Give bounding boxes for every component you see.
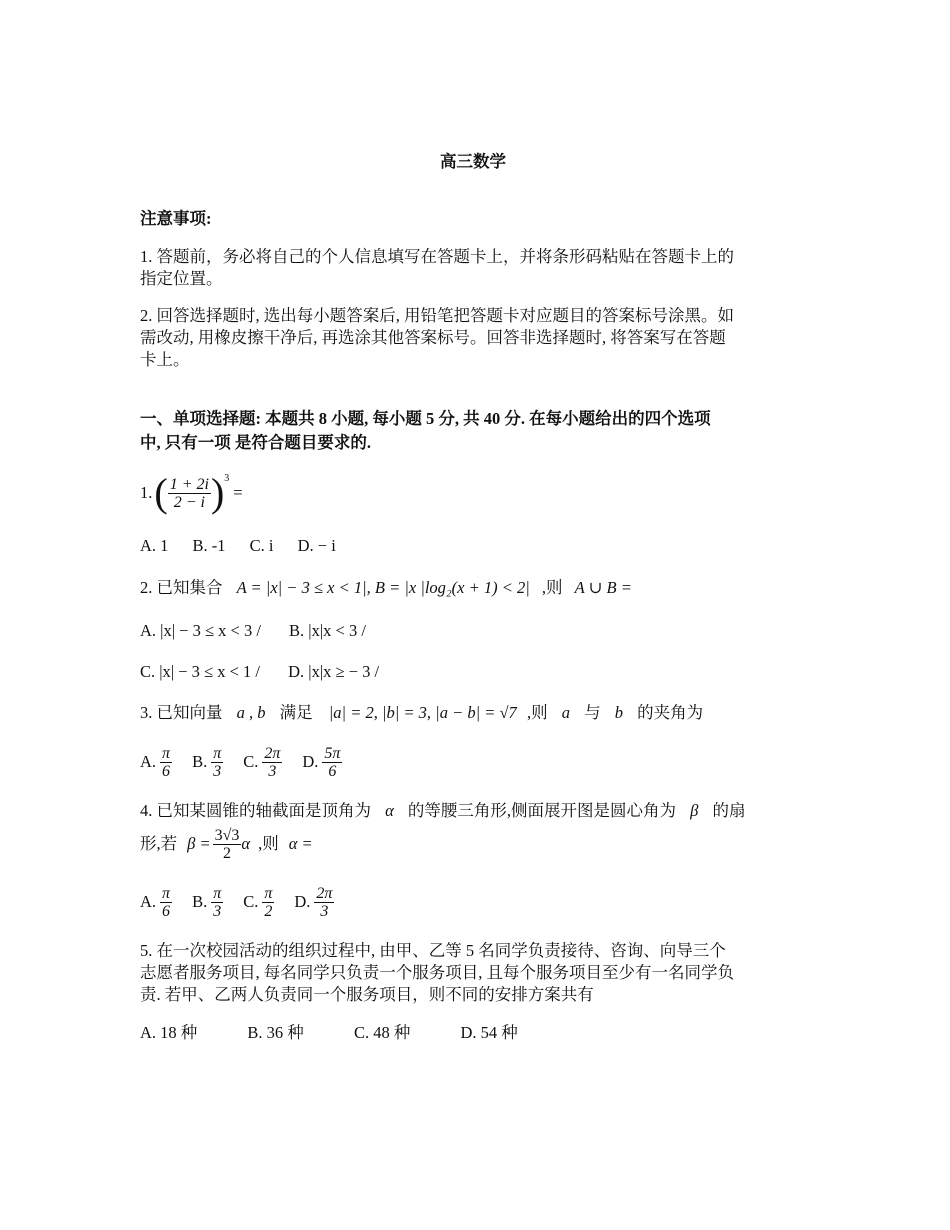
q4-option-c-value — [262, 885, 274, 920]
q3-option-a-den: 6 — [162, 762, 171, 780]
q1-number: 1. — [140, 483, 153, 502]
question-5-line-1: 5. 在一次校园活动的组织过程中, 由甲、乙等 5 名同学负责接待、咨询、向导三个 — [140, 941, 726, 960]
question-4-line-2 — [140, 822, 313, 866]
q1-options — [140, 535, 336, 557]
q5-option-c: C. 48 种 — [353, 1023, 411, 1042]
notice-item-1-line-2: 指定位置。 — [140, 269, 223, 288]
q1-right-paren: ) — [210, 470, 225, 515]
q2-prefix: 2. 已知集合 — [140, 578, 223, 597]
section-heading-line-1: 一、单项选择题: 本题共 8 小题, 每小题 5 分, 共 40 分. 在每小题给出的四个选项 — [140, 409, 711, 428]
q4-option-b-num: π — [213, 884, 222, 902]
q4-option-d-value — [314, 885, 334, 920]
q4-text-1: 4. 已知某圆锥的轴截面是顶角为 — [140, 801, 371, 820]
question-4-line-1 — [140, 800, 746, 822]
question-5-line-2: 志愿者服务项目, 每名同学只负责一个服务项目, 且每个服务项目至少有一名同学负 — [140, 963, 734, 982]
q2-option-c: C. |x| − 3 ≤ x < 1 / — [140, 662, 260, 681]
notice-item-2-line-3: 卡上。 — [140, 350, 190, 369]
q3-then: ,则 — [526, 703, 548, 722]
q3-option-b-value — [211, 745, 223, 780]
q4-then: ,则 — [258, 834, 279, 853]
question-2 — [140, 577, 632, 599]
q3-options — [140, 742, 342, 782]
q3-option-b-num: π — [213, 744, 222, 762]
question-1 — [140, 470, 243, 516]
question-3 — [140, 702, 703, 724]
q4-option-a-value — [160, 885, 172, 920]
q3-option-c-label: C. — [243, 752, 259, 771]
q1-option-c: C. i — [249, 536, 274, 555]
q3-prefix: 3. 已知向量 — [140, 703, 223, 722]
q3-option-c-num: 2π — [264, 744, 281, 762]
q3-option-d-label: D. — [302, 752, 319, 771]
q3-option-d-num: 5π — [324, 744, 341, 762]
q4-option-a-label: A. — [140, 892, 157, 911]
q4-option-b-value — [211, 885, 223, 920]
notice-item-1-line-1: 1. 答题前，务必将自己的个人信息填写在答题卡上，并将条形码粘贴在答题卡上的 — [140, 247, 734, 266]
q3-option-c-den: 3 — [268, 762, 277, 780]
q4-text-3: 的扇 — [712, 801, 746, 820]
q2-options-row-2 — [140, 661, 379, 683]
q2-option-d: D. |x|x ≥ − 3 / — [288, 662, 380, 681]
q4-option-d-num: 2π — [316, 884, 333, 902]
page-title: 高三数学 — [440, 152, 506, 171]
q5-option-a: A. 18 种 — [140, 1023, 198, 1042]
q1-exponent: 3 — [224, 473, 230, 484]
q5-option-d: D. 54 种 — [460, 1023, 518, 1042]
q3-vec-a: a — [561, 703, 570, 722]
notice-item-2-line-2: 需改动, 用橡皮擦干净后, 再选涂其他答案标号。回答非选择题时, 将答案写在答题 — [140, 328, 726, 347]
q4-option-b-label: B. — [192, 892, 208, 911]
q4-option-c-den: 2 — [264, 902, 273, 920]
question-5-line-3: 责. 若甲、乙两人负责同一个服务项目，则不同的安排方案共有 — [140, 985, 594, 1004]
q4-alpha: α — [385, 801, 394, 820]
q1-fraction — [168, 476, 211, 511]
q3-option-d-value — [322, 745, 342, 780]
q3-option-d-den: 6 — [328, 762, 337, 780]
q4-fraction-den: 2 — [223, 844, 231, 862]
q3-option-b-label: B. — [192, 752, 208, 771]
q3-option-a-value — [160, 745, 172, 780]
q3-with: 与 — [584, 703, 601, 722]
q4-option-a-num: π — [162, 884, 171, 902]
q3-option-b-den: 3 — [213, 762, 222, 780]
q3-vec-b: b — [614, 703, 623, 722]
q5-option-b: B. 36 种 — [247, 1023, 304, 1042]
q1-equals: = — [233, 483, 243, 502]
q1-option-b: B. -1 — [192, 536, 226, 555]
q4-option-b-den: 3 — [213, 902, 222, 920]
q3-condition: 满足 — [279, 703, 313, 722]
q1-option-d: D. − i — [297, 536, 336, 555]
q3-option-a-num: π — [162, 744, 171, 762]
q4-text-4: 形,若 — [140, 834, 178, 853]
q3-vectors: a , b — [236, 703, 266, 722]
q2-options-row-1 — [140, 620, 366, 642]
q3-option-c-value — [262, 745, 282, 780]
q5-options — [140, 1022, 518, 1044]
q2-then: ,则 — [541, 578, 563, 597]
q4-fraction-num: 3√3 — [214, 826, 240, 844]
q1-denominator: 2 − i — [173, 493, 205, 511]
q4-beta-equals: β = — [187, 834, 211, 853]
q4-text-2: 的等腰三角形,侧面展开图是圆心角为 — [407, 801, 677, 820]
q3-ask: 的夹角为 — [637, 703, 704, 722]
q4-option-d-den: 3 — [320, 902, 329, 920]
q2-option-b: B. |x|x < 3 / — [289, 621, 366, 640]
q4-option-d-label: D. — [294, 892, 311, 911]
q3-option-a-label: A. — [140, 752, 157, 771]
q4-options — [140, 882, 334, 922]
q4-fraction — [213, 827, 242, 862]
notice-item-2-line-1: 2. 回答选择题时, 选出每小题答案后, 用铅笔把答题卡对应题目的答案标号涂黑。如 — [140, 306, 734, 325]
section-heading-line-2: 中, 只有一项 是符合题目要求的. — [140, 433, 371, 452]
q4-beta: β — [690, 801, 699, 820]
q2-option-a: A. |x| − 3 ≤ x < 3 / — [140, 621, 261, 640]
q4-alpha-2: α — [241, 834, 251, 853]
q2-ask: A ∪ B = — [574, 578, 632, 597]
q3-expression: |a| = 2, |b| = 3, |a − b| = √7 — [328, 703, 517, 722]
q4-ask: α = — [288, 834, 313, 853]
q1-option-a: A. 1 — [140, 536, 169, 555]
q4-option-c-label: C. — [243, 892, 259, 911]
q4-option-c-num: π — [264, 884, 273, 902]
q1-numerator: 1 + 2i — [169, 475, 209, 493]
q4-option-a-den: 6 — [162, 902, 171, 920]
q1-left-paren: ( — [154, 470, 168, 515]
q2-expression: A = |x| − 3 ≤ x < 1|, B = |x |log₂(x + 1) < 2| — [236, 578, 530, 597]
notice-heading: 注意事项: — [140, 209, 212, 228]
